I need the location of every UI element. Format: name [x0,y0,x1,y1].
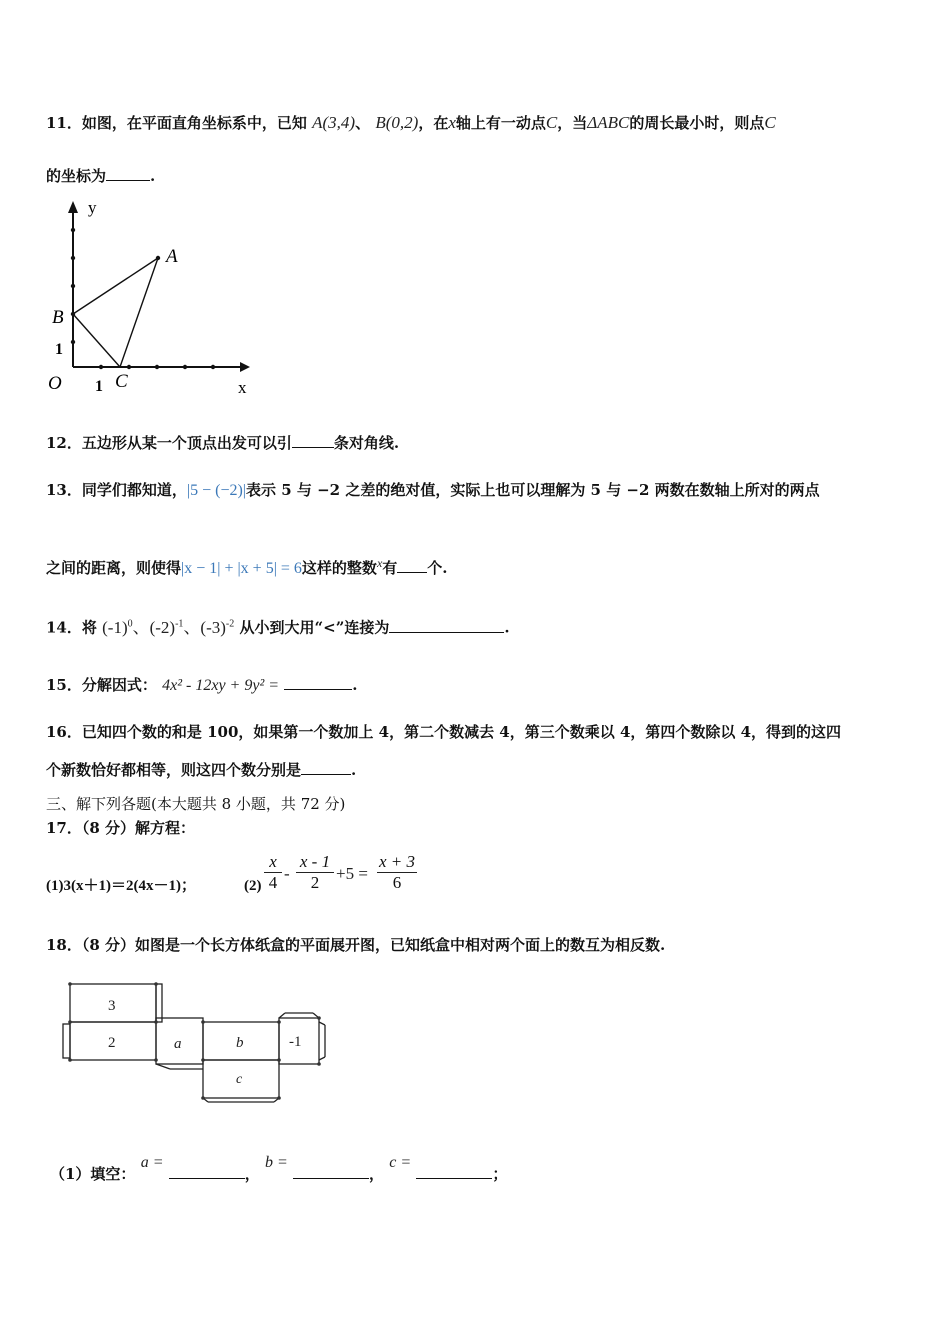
blank-a [169,1178,245,1179]
fraction-x-plus-3-over-6: $\frac{x + 3}{6}$ [378,852,416,892]
y-arrow-icon [68,201,78,213]
section-heading: 三、解下列各题(本大题共 8 小题，共 72 分) [46,795,346,813]
net-label-minus-1: -1 [289,1034,302,1050]
label-a: A [166,246,178,267]
q11-line2: 的坐标为 . [46,167,156,185]
abs-expression-2: |x − 1| + |x + 5| = 6 [181,560,302,577]
q11-line1: 11．如图，在平面直角坐标系中，已知 A(3,4)、 B(0,2)，在x轴上有一动点C，当ΔABC的周长最小时，则点C [46,113,776,132]
point-b: B(0,2) [375,113,419,132]
x-label: x [238,378,247,397]
blank-c [416,1178,492,1179]
answer-blank [389,632,504,633]
point-a: A(3,4) [312,113,356,132]
q17-part2-label: (2) [244,878,262,894]
q14: 14．将 $(-1)^0$、$(-2)^{-1}$、$(-3)^{-2}$ 从小到大用“<”连接为 . [46,617,510,637]
net-label-3: 3 [108,998,116,1014]
triangle-abc [73,258,158,367]
net-label-b: b [236,1035,244,1051]
grid-dots [71,228,215,369]
q18-title: 18．（8 分）如图是一个长方体纸盒的平面展开图，已知纸盒中相对两个面上的数互为相反数. [46,936,666,954]
coordinate-figure [40,195,270,405]
q16-line2: 个新数恰好都相等，则这四个数分别是 . [46,761,357,779]
answer-blank [106,180,150,181]
answer-blank [292,447,334,448]
q18-fill-blank: （1）填空： a = ， b = ， c = ； [50,1154,508,1183]
net-label-a: a [174,1036,182,1052]
q17-part1: (1)3(x＋1)＝2(4x－1)； [46,878,196,894]
net-label-c: c [236,1072,243,1087]
q15: 15．分解因式： 4x² - 12xy + 9y² = . [46,676,358,694]
answer-blank [284,689,352,690]
label-c: C [115,371,128,392]
q16-line1: 16．已知四个数的和是 100，如果第一个数加上 4，第二个数减去 4，第三个数乘以 4，第四个数除以 4，得到的这四 [46,723,842,741]
y-label: y [88,198,97,217]
q17-title: 17．（8 分）解方程： [46,819,196,837]
box-net-figure [56,975,326,1110]
factor-expression: 4x² - 12xy + 9y² = [162,677,280,694]
blank-b [293,1178,369,1179]
tick-1-x: 1 [95,378,103,395]
expression-list: $(-1)^0$、$(-2)^{-1}$、$(-3)^{-2}$ [102,617,235,637]
abs-expression-1: |5 − (−2)| [186,482,246,499]
plus-five-equals: +5 = [336,864,368,883]
minus-sign: - [284,864,290,883]
q12: 12．五边形从某一个顶点出发可以引 条对角线. [46,434,400,452]
fraction-x-minus-1-over-2: $\frac{x - 1}{2}$ [296,852,334,893]
net-label-2: 2 [108,1035,116,1051]
q13-line1: 13．同学们都知道，|5 − (−2)|表示 5 与 −2 之差的绝对值，实际上也可以理解为 5 与 −2 两数在数轴上所对的两点 [46,481,820,499]
label-o: O [48,373,62,394]
fraction-x-over-4: $\frac{x}{4}$ [264,852,282,893]
q13-line2: 之间的距离，则使得|x − 1| + |x + 5| = 6这样的整数$^x$有 个. [46,556,448,577]
tick-1-y: 1 [55,341,63,358]
answer-blank [397,572,427,573]
answer-blank [301,774,351,775]
x-arrow-icon [240,362,250,372]
label-b: B [52,307,64,328]
